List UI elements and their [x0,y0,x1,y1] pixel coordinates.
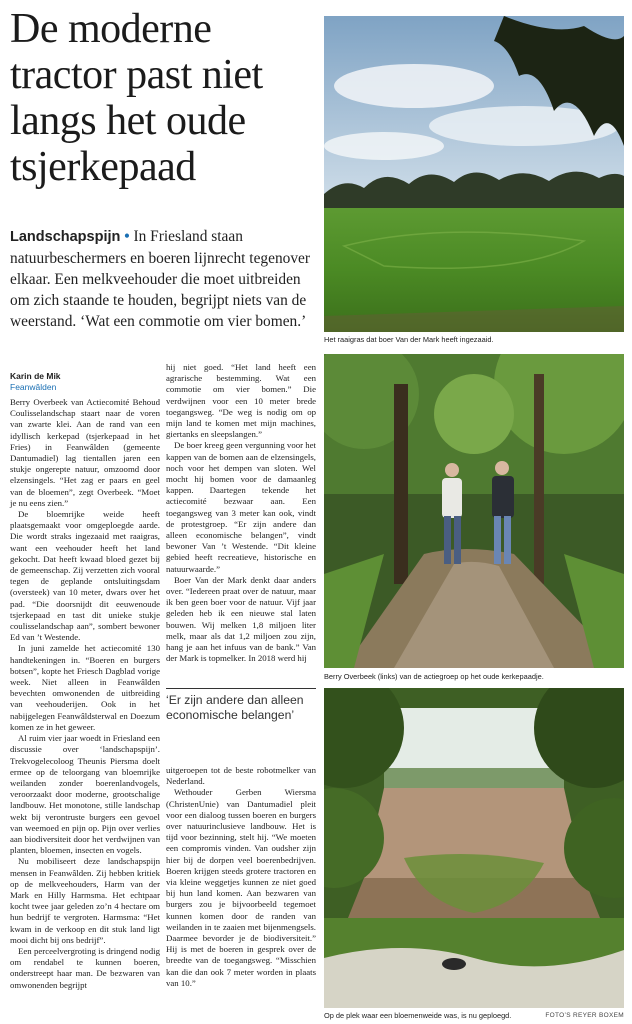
photo-ploughed [324,688,624,1008]
paragraph: Berry Overbeek van Actiecomité Behoud Coulisselandschap staart naar de voren van zwarte klei. Aan de rand van een idyllisch kerkepad (tsjerkepaad in het Fries) in Feanwâlden (gemeente Dantumadiel) lag tientallen jaren een stukje ongerepte natuur, omzoomd door elzensingels. “Het zag er paars en geel van de bloemen”, zegt Overbeek. “Moet je nu eens zien.” [10,397,160,508]
photo-field [324,16,624,332]
caption-photo-2: Berry Overbeek (links) van de actiegroep op het oude kerkepaadje. [324,672,544,681]
paragraph: Al ruim vier jaar woedt in Friesland een discussie over ‘landschapspijn’. Trekvogelecoloog Theunis Piersma doelt ermee op de teloorgang van bloemrijke weilanden zonder boerenlandvogels, veroorzaakt door moderne, grootschalige landbouw. Het monotone, stille landschap wekt bij verontruste burgers een gevoel van weemoed en pijn op. Pijn over verlies aan biodiversiteit door het verdwijnen van planten, bloemen, insecten en vogels. [10,733,160,856]
field-image [324,16,624,332]
caption-photo-3 [324,1011,624,1021]
article-column-2-top [166,362,316,664]
photo-path [324,354,624,668]
bullet-icon: • [124,228,130,245]
paragraph: Wethouder Gerben Wiersma (ChristenUnie) van Dantumadiel pleit voor een dialoog tussen boeren en burgers over natuurinclusieve landbouw. Het is tijd voor bezinning, stelt hij. “We moeten een compromis vinden. Van oudsher zijn hier bij de dorpen veel boerenbedrijven. Boeren krijgen steeds grotere tractoren en via kleine weggetjes kunnen ze niet goed bij hun land komen. Aan bezwaren van burgers zou je bijvoorbeeld tegemoet kunnen komen door de randen van weilanden in te zaaien met bijenmengsels. Daarmee bevorder je de biodiversiteit.” Hij is met de boeren in gesprek over de breedte van de toegangsweg. “Misschien kan die dan ook 7 meter worden in plaats van 10.” [166,787,316,988]
caption-photo-1: Het raaigras dat boer Van der Mark heeft ingezaaid. [324,335,494,344]
paragraph: In juni zamelde het actiecomité 130 handtekeningen in. “Boeren en burgers botsen”, kopte het Friesch Dagblad vorige week. Niet alleen in Feanwâlden bevechten omwonenden de uitbreiding van veehouderijen. Ook in het nabijgelegen Feanwâldsterwal en Doezum komen ze in het geweer. [10,643,160,732]
intro-text: In Friesland staan natuurbeschermers en boeren lijnrecht tegenover elkaar. Een melkveehouder die moet uitbreiden om zich staande te houden, begrijpt niets van de weerstand. ‘Wat een commotie om vier bomen.’ [10,228,310,330]
paragraph: Een perceelvergroting is dringend nodig om rendabel te kunnen boeren, onderstreept haar man. De bezwaren van omwonenden begrijpt [10,945,160,990]
paragraph: De bloemrijke weide heeft plaatsgemaakt voor omgeploegde aarde. Die wordt straks ingezaaid met raaigras, want een veehouder heeft het land gekocht. Dat heeft kwaad bloed gezet bij de gemeenschap. Zij verzetten zich vooral tegen de geplande ontsluitingsdam (oversteek) van 10 meter, dwars over het pad. “Die doorsnijdt dit eeuwenoude tsjerkepaad en tast dit unieke stukje coulisselandschap aan”, sombert bewoner Ed van ’t Westende. [10,509,160,643]
paragraph: hij niet goed. “Het land heeft een agrarische bestemming. Wat een commotie om vier bomen.” Die verdwijnen voor een 10 meter brede toegangsweg. “De weg is nodig om op mijn land te komen met mijn machines, giertanks en sleepslangen.” [166,362,316,440]
paragraph: uitgeroepen tot de beste robotmelker van Nederland. [166,765,316,787]
paragraph: De boer kreeg geen vergunning voor het kappen van de bomen aan de elzensingels, noch voor het dempen van sloten. Wel mocht hij bomen voor de damaanleg kappen. Daartegen tekende het actiecomité bezwaar aan. Een toegangsweg van 3 meter kan ook, vindt de protestgroep. “Er zijn andere dan alleen economische belangen”, vindt bewoner Van ’t Westende. “Dit kleine gebied heeft recreatieve, historische en natuurwaarde.” [166,440,317,574]
intro-paragraph [10,226,316,332]
photo-credit: FOTO’S REYER BOXEM [545,1012,624,1019]
headline: De moderne tractor past niet langs het oude tsjerkepaad [10,6,263,190]
paragraph: Boer Van der Mark denkt daar anders over. “Iedereen praat over de natuur, maar ik ben geen boer voor de natuur. Vijf jaar geleden heb ik een nieuwe stal laten bouwen. Wij melken 1,8 miljoen liter melk, maar als dat 1,2 miljoen zou zijn, hang je aan het infuus van de bank.” Van der Mark is topmelker. In 2018 werd hij [166,574,316,664]
caption-text: Op de plek waar een bloemenweide was, is nu geploegd. [324,1011,512,1020]
byline-author: Karin de Mik [10,371,61,381]
byline-place: Feanwâlden [10,382,57,392]
ploughed-image [324,688,624,1008]
article-column-2-bottom [166,765,316,989]
path-image [324,354,624,668]
article-column-1 [10,397,160,991]
byline [10,371,61,393]
paragraph: Nu mobiliseert deze landschapspijn mensen in Feanwâlden. Zij hebben kritiek op de melkveehouders, Harm van der Mark en Hilly Harmsma. Het echtpaar kocht twee jaar geleden zo’n 4 hectare om hun bedrijf te vergroten. Harmsma: “Het kwam in de verkoop en dit stuk land ligt mooi dicht bij ons bedrijf”. [10,856,160,945]
pull-quote: ‘Er zijn andere dan alleen economische belangen’ [166,688,316,723]
intro-kicker: Landschapspijn [10,229,121,245]
